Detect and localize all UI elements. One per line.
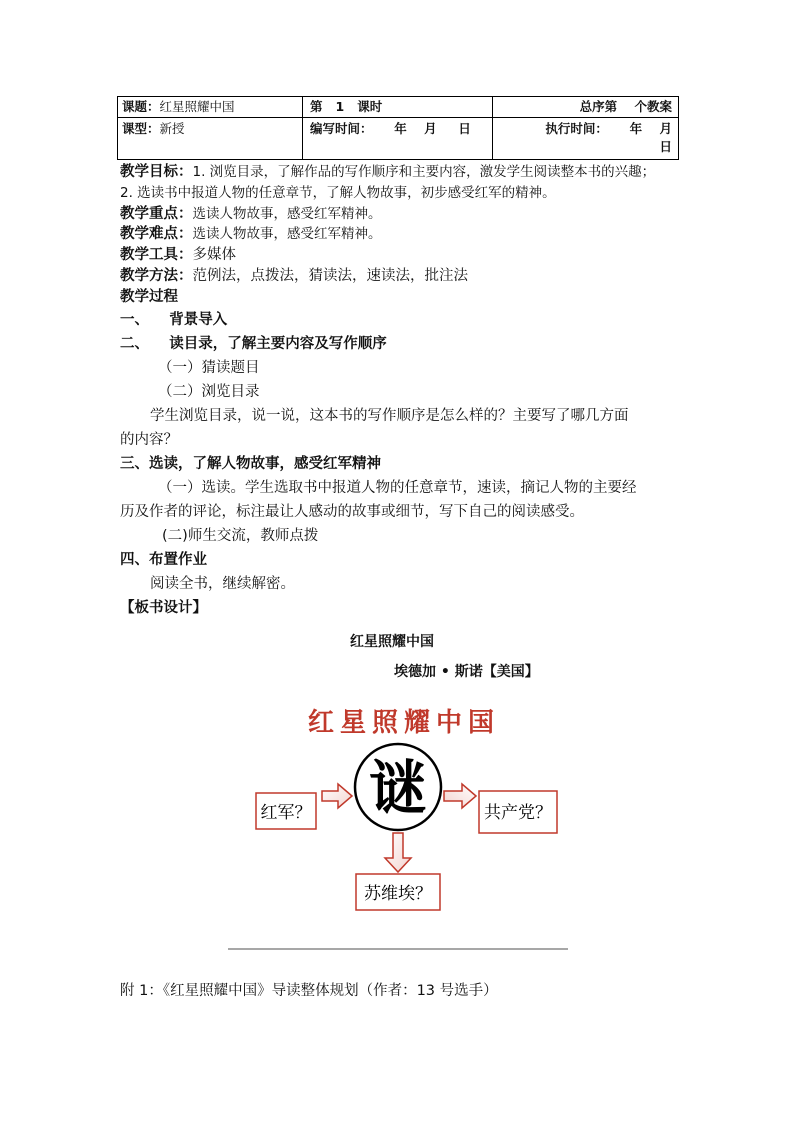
write-time-cell: 编写时间： 年 月 日 (310, 121, 471, 136)
tool-label: 教学工具： (120, 247, 193, 263)
exec-time-cell: 执行时间： 年 月 (545, 121, 672, 136)
diff-value: 选读人物故事，感受红军精神。 (192, 226, 382, 242)
section-2-text-1: 学生浏览目录，说一说，这本书的写作顺序是怎么样的？主要写了哪几方面 (150, 408, 629, 424)
total-cell: 总序第 个教案 (579, 99, 672, 114)
section-2-text-2: 的内容？ (120, 432, 178, 448)
section-3-1a: （一）选读。学生选取书中报道人物的任意章节，速读，摘记人物的主要经 (158, 480, 637, 496)
topic-label: 课题： (122, 99, 160, 114)
section-3-1b: 历及作者的评论，标注最让人感动的故事或细节，写下自己的阅读感受。 (120, 504, 584, 520)
section-2-1: （一）猜读题目 (158, 360, 260, 376)
right-box-label: 共产党？ (484, 803, 552, 823)
section-2-2: （二）浏览目录 (158, 384, 260, 400)
section-3-2: (二)师生交流，教师点拨 (162, 528, 319, 544)
goal-label: 教学目标： (120, 164, 193, 180)
board-title: 红星照耀中国 (350, 634, 434, 650)
section-3: 三、选读，了解人物故事，感受红军精神 (120, 456, 381, 472)
key-value: 选读人物故事，感受红军精神。 (192, 206, 382, 222)
bottom-box-label: 苏维埃？ (364, 884, 432, 904)
section-2: 二、 读目录，了解主要内容及写作顺序 (120, 336, 387, 352)
key-label: 教学重点： (120, 206, 193, 222)
board-author: 埃德加 • 斯诺【美国】 (394, 664, 539, 680)
down-arrow-icon (385, 833, 411, 872)
section-4-text: 阅读全书，继续解密。 (150, 576, 295, 592)
board-banner: 红星照耀中国 (307, 708, 501, 738)
center-char: 谜 (368, 754, 428, 822)
goal-1: 1. 浏览目录，了解作品的写作顺序和主要内容，激发学生阅读整本书的兴趣； (192, 164, 656, 180)
section-1: 一、 背景导入 (120, 312, 228, 328)
method-label: 教学方法： (120, 268, 193, 284)
exec-day-cell: 日 (659, 139, 672, 154)
goal-2: 2. 选读书中报道人物的任意章节，了解人物故事，初步感受红军的精神。 (120, 185, 556, 201)
topic-value: 红星照耀中国 (159, 99, 235, 114)
type-value: 新授 (159, 121, 185, 136)
lesson-cell: 第 1 课时 (310, 99, 383, 114)
process-label: 教学过程 (120, 289, 178, 305)
section-4: 四、布置作业 (120, 552, 207, 568)
appendix-line: 附 1：《红星照耀中国》导读整体规划（作者：13 号选手） (120, 983, 498, 999)
tool-value: 多媒体 (192, 247, 236, 263)
left-box-label: 红军？ (260, 803, 312, 823)
right-arrow-icon (444, 784, 476, 808)
diff-label: 教学难点： (120, 226, 193, 242)
board-label: 【板书设计】 (120, 600, 207, 616)
method-value: 范例法，点拨法，猜读法，速读法，批注法 (192, 268, 468, 284)
left-arrow-icon (322, 784, 352, 808)
type-label: 课型： (122, 121, 160, 136)
